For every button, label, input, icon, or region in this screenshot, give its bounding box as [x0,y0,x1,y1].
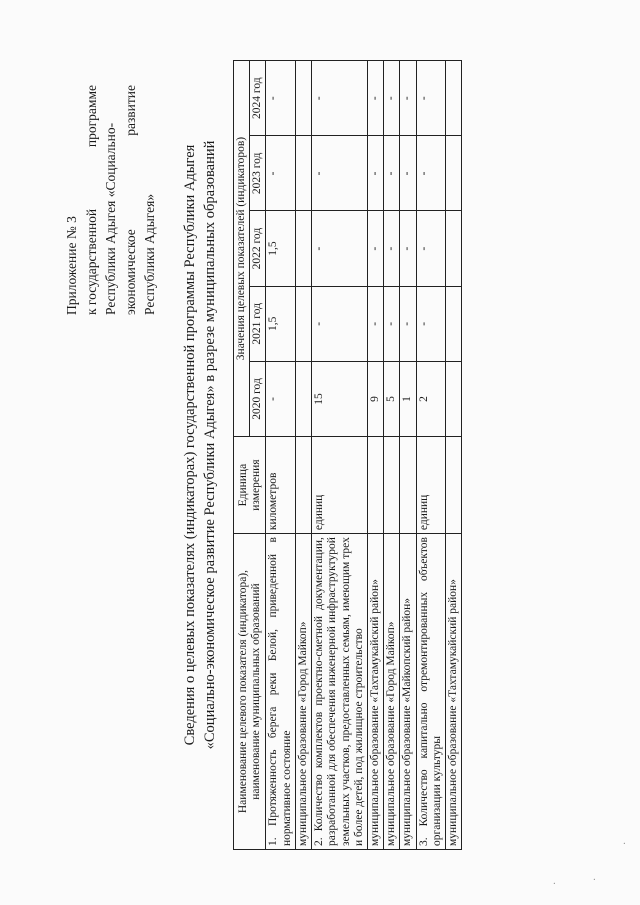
value-cell: - [367,61,383,136]
value-cell: - [367,211,383,286]
value-cell: 9 [367,361,383,436]
indicators-table [233,60,462,850]
value-cell: 1 [400,361,416,436]
value-cell: 1,5 [266,286,295,361]
value-cell: - [400,61,416,136]
value-cell: 5 [384,361,400,436]
value-cell: 2 [416,361,445,436]
appendix-program-word: программе [83,85,99,148]
unit-cell: единиц [416,437,445,534]
appendix-to-program: к государственной [83,208,99,315]
value-cell: - [384,211,400,286]
value-cell [446,61,462,136]
value-cell: - [312,286,368,361]
value-cell: - [400,286,416,361]
table-row [400,61,416,850]
indicator-name-cell: муниципальное образование «Майкопский район» [400,534,416,850]
table-row [295,61,311,850]
value-cell: - [400,211,416,286]
scan-speck: · [620,841,631,845]
indicator-name-cell: 2. Количество комплектов проектно-сметной документации, разработанной для обеспечения инженерной инфраструктурой земельных участков, предоставленных семьям, имеющим трех и более детей, под жилищное строительство [312,534,368,850]
unit-cell [446,437,462,534]
header-indicator-name: Наименование целевого показателя (индикатора), наименование муниципальных образований [234,534,266,850]
indicator-name-cell: 3. Количество капитально отремонтированных объектов организации культуры [416,534,445,850]
document-title [180,45,221,845]
unit-cell [400,437,416,534]
unit-cell [367,437,383,534]
table-header-row [234,61,250,850]
value-cell: - [312,136,368,211]
header-year: 2022 год [250,211,266,286]
table-row [446,61,462,850]
title-line-2: «Социально-экономическое развитие Республики Адыгея» в разрезе муниципальных образований [202,140,219,750]
value-cell [295,361,311,436]
scan-speck: · [550,881,561,885]
value-cell: - [416,136,445,211]
appendix-program-name-3: развитие [122,85,138,136]
value-cell: - [384,286,400,361]
header-year: 2020 год [250,361,266,436]
title-line-1: Сведения о целевых показателях (индикаторах) государственной программы Республики Адыгея [182,144,198,746]
value-cell: - [416,286,445,361]
value-cell: - [367,286,383,361]
indicator-name-cell: муниципальное образование «Город Майкоп» [295,534,311,850]
appendix-program-name-4: Республики Адыгея» [142,193,158,315]
value-cell: - [416,61,445,136]
value-cell: - [367,136,383,211]
value-cell: 1,5 [266,211,295,286]
appendix-program-name-2: экономическое [122,229,138,315]
unit-cell: километров [266,437,295,534]
value-cell: 15 [312,361,368,436]
unit-cell [295,437,311,534]
indicator-name-cell: муниципальное образование «Город Майкоп» [384,534,400,850]
value-cell [295,136,311,211]
unit-cell [384,437,400,534]
table-row [416,61,445,850]
indicator-name-cell: муниципальное образование «Тахтамукайский район» [446,534,462,850]
value-cell: - [416,211,445,286]
unit-cell: единиц [312,437,368,534]
header-unit: Единица измерения [234,437,266,534]
table-row [384,61,400,850]
value-cell [446,286,462,361]
value-cell [446,136,462,211]
value-cell [446,211,462,286]
appendix-program-name-1: Республики Адыгея «Социально- [103,122,119,315]
value-cell [295,211,311,286]
value-cell [446,361,462,436]
value-cell: - [384,61,400,136]
appendix-number: Приложение № 3 [64,216,79,315]
value-cell: - [312,61,368,136]
value-cell: - [266,361,295,436]
header-year: 2023 год [250,136,266,211]
table-row [266,61,295,850]
value-cell: - [312,211,368,286]
indicator-name-cell: 1. Протяженность берега реки Белой, приведенной в нормативное состояние [266,534,295,850]
header-year: 2021 год [250,286,266,361]
value-cell: - [266,61,295,136]
value-cell: - [384,136,400,211]
header-year: 2024 год [250,61,266,136]
value-cell [295,286,311,361]
indicator-name-cell: муниципальное образование «Тахтамукайский район» [367,534,383,850]
table-row [312,61,368,850]
scan-speck: · [590,877,601,881]
table-row [367,61,383,850]
appendix-header [62,85,160,315]
value-cell [295,61,311,136]
table-body [266,61,462,850]
header-values-group: Значения целевых показателей (индикаторов) [234,61,250,437]
value-cell: - [400,136,416,211]
value-cell: - [266,136,295,211]
